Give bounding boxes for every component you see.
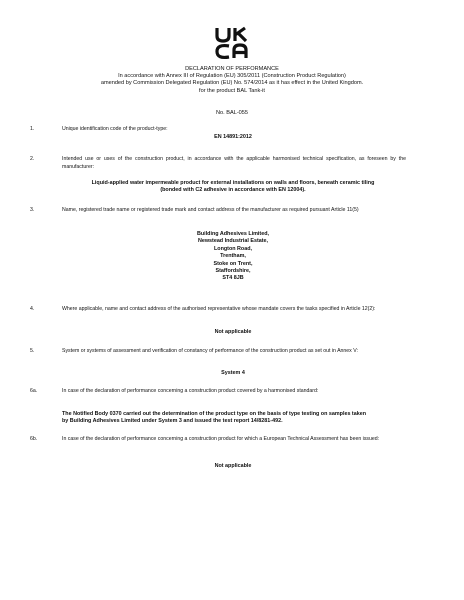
address-line: Building Adhesives Limited, bbox=[197, 231, 269, 237]
declaration-header bbox=[40, 66, 424, 95]
section-6a bbox=[30, 388, 406, 396]
section-number: 3. bbox=[30, 207, 35, 213]
section-4 bbox=[30, 306, 406, 314]
section-6a-answer bbox=[62, 411, 408, 426]
section-number: 6a. bbox=[30, 388, 38, 394]
section-5 bbox=[30, 348, 406, 356]
section-1-answer: EN 14891:2012 bbox=[214, 134, 252, 140]
address-line: Longton Road, bbox=[213, 245, 253, 252]
manufacturer-address bbox=[60, 231, 406, 283]
section-2 bbox=[30, 156, 406, 171]
header-line-product: for the product BAL Tank-it bbox=[199, 87, 265, 94]
address-line: Trentham, bbox=[220, 253, 246, 260]
document-number: No. BAL-055 bbox=[215, 110, 249, 116]
header-line-amendment: amended by Commission Delegated Regulation (EU) No. 574/2014 as it has effect in the United Kingdom. bbox=[100, 80, 364, 87]
section-number: 5. bbox=[30, 348, 35, 354]
section-4-answer: Not applicable bbox=[214, 329, 252, 335]
section-text: In case of the declaration of performance concerning a construction product for which a European Technical Assessment has been issued: bbox=[62, 436, 380, 442]
section-number: 2. bbox=[30, 156, 35, 162]
section-2-answer-line-1: Liquid-applied water impermeable product for external installations on walls and floors, beneath ceramic tiling bbox=[91, 180, 375, 186]
section-6b bbox=[30, 436, 406, 444]
section-number: 1. bbox=[30, 126, 35, 132]
section-6a-answer-line-1: The Notified Body 0370 carried out the determination of the product type on the basis of type testing on samples taken bbox=[62, 411, 367, 417]
ukca-mark-logo bbox=[212, 26, 252, 60]
section-3 bbox=[30, 207, 406, 215]
section-5-answer: System 4 bbox=[221, 370, 245, 376]
section-number: 6b. bbox=[30, 436, 38, 442]
section-6b-answer: Not applicable bbox=[214, 463, 252, 469]
address-line: ST4 8JB bbox=[222, 275, 244, 282]
address-line: Newstead Industrial Estate, bbox=[197, 238, 269, 245]
ukca-mark-icon bbox=[212, 26, 252, 60]
section-number: 4. bbox=[30, 306, 35, 312]
section-text: Unique identification code of the product-type: bbox=[62, 126, 168, 132]
header-line-regulation: In accordance with Annex III of Regulation (EU) 305/2011 (Construction Product Regulation) bbox=[118, 73, 346, 80]
section-text: System or systems of assessment and verification of constancy of performance of the construction product as set out in Annex V: bbox=[62, 348, 358, 354]
section-6a-answer-line-2: by Building Adhesives Limited under System 3 and issued the test report 14/8281-492. bbox=[62, 418, 283, 425]
section-text: In case of the declaration of performance concerning a construction product covered by a harmonised standard: bbox=[62, 388, 319, 394]
declaration-title: DECLARATION OF PERFORMANCE bbox=[185, 66, 279, 72]
section-text: Where applicable, name and contact address of the authorised representative whose mandate covers the tasks specified in Article 12(2): bbox=[62, 306, 376, 312]
section-text: Intended use or uses of the construction product, in accordance with the applicable harmonised technical specification, as foreseen by the manufacturer: bbox=[62, 156, 406, 170]
section-1 bbox=[30, 126, 406, 134]
section-text: Name, registered trade name or registered trade mark and contact address of the manufacturer as required pursuant Article 11(5) bbox=[62, 207, 359, 213]
address-line: Staffordshire, bbox=[215, 268, 251, 275]
section-2-answer bbox=[60, 180, 406, 195]
section-2-answer-line-2: (bonded with C2 adhesive in accordance with EN 12004). bbox=[160, 187, 306, 194]
address-line: Stoke on Trent, bbox=[213, 260, 253, 267]
